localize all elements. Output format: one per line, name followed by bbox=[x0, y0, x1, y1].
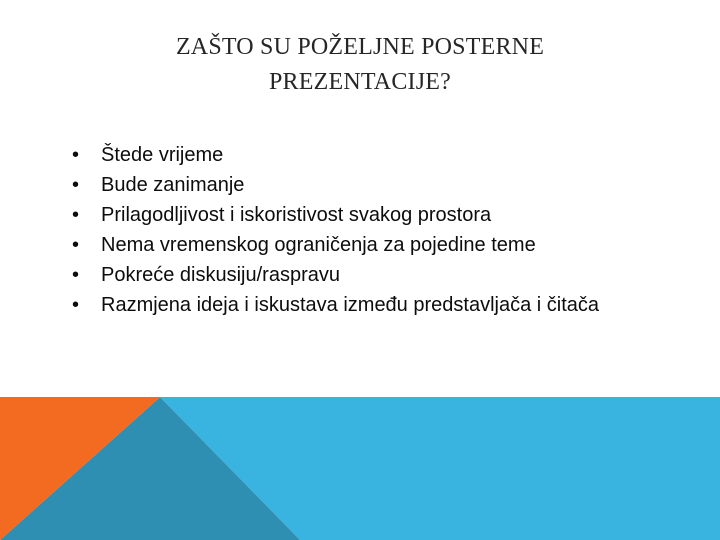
slide-title-line-1: ZAŠTO SU POŽELJNE POSTERNE bbox=[175, 34, 545, 60]
bullet-dot: • bbox=[72, 264, 80, 286]
bullet-text: Bude zanimanje bbox=[101, 174, 245, 196]
slide-title-line-2: PREZENTACIJE? bbox=[269, 69, 451, 95]
bullet-dot: • bbox=[72, 294, 80, 316]
bullet-text: Prilagodljivost i iskoristivost svakog prostora bbox=[101, 204, 492, 226]
bullet-text: Pokreće diskusiju/raspravu bbox=[101, 264, 340, 286]
bullet-dot: • bbox=[72, 234, 80, 256]
bullet-dot: • bbox=[72, 144, 80, 166]
bullet-text: Štede vrijeme bbox=[101, 144, 224, 166]
bullet-text: Razmjena ideja i iskustava između predstavljača i čitača bbox=[101, 294, 600, 316]
bullet-dot: • bbox=[72, 174, 80, 196]
bullet-text: Nema vremenskog ograničenja za pojedine teme bbox=[101, 234, 536, 256]
bullet-dot: • bbox=[72, 204, 80, 226]
